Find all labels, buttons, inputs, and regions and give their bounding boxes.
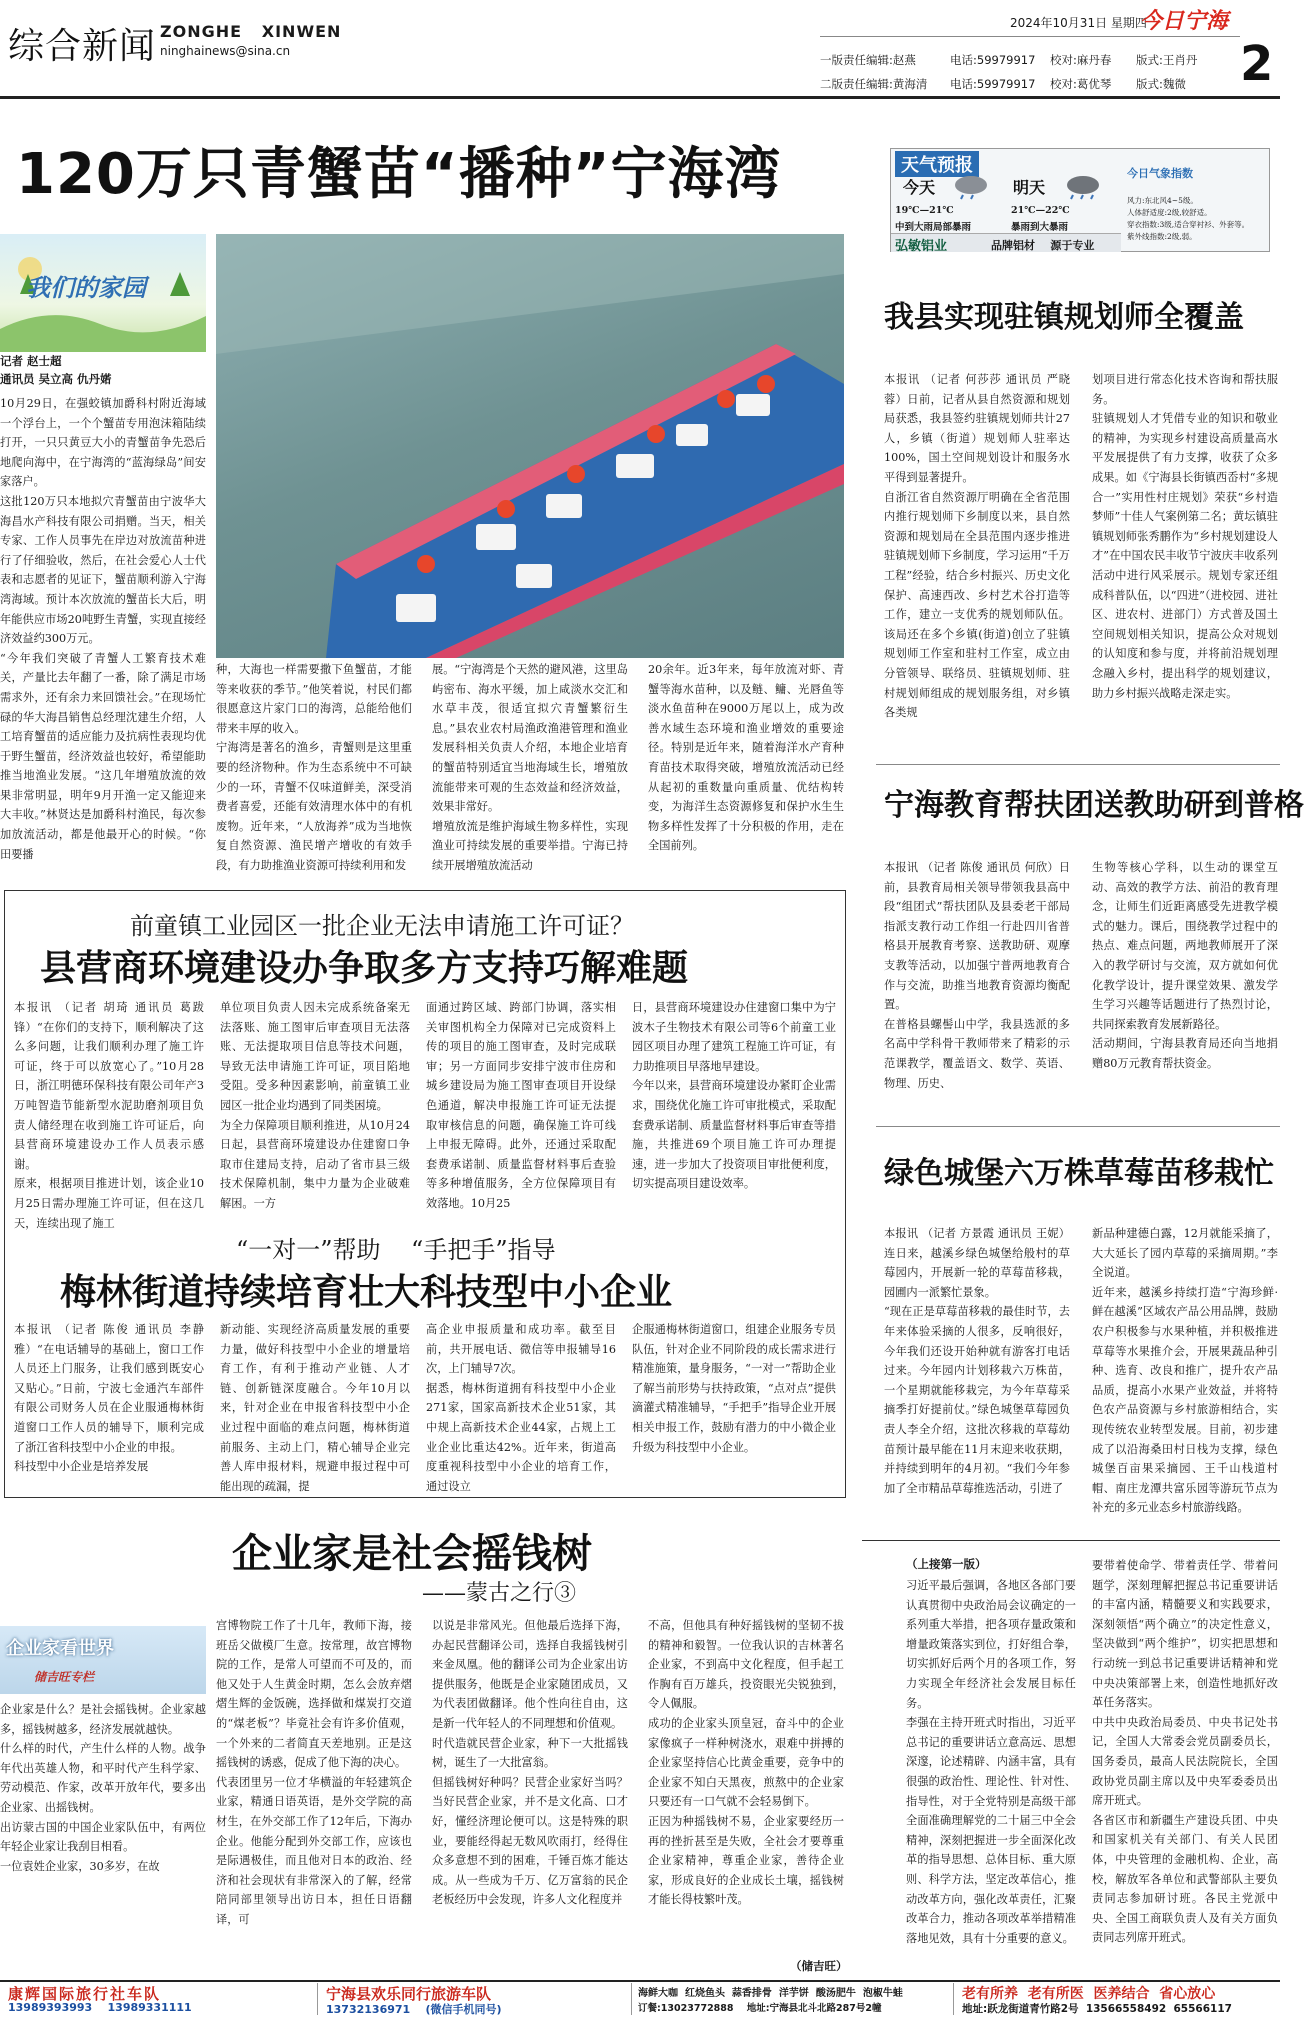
weather-index-list [1127, 195, 1269, 243]
continued-col-1: 习近平最后强调，各地区各部门要认真贯彻中央政治局会议确定的一系列重大举措，把各项存量政策和增量政策落实到位，打好组合拳，切实抓好后两个月的各项工作，努力实现全年经济社会发展目标任务。 李强在主持开班式时指出，习近平总书记的重要讲话立意高远、思想深邃，论述精辟、内涵丰富，具有很强的政治性、理论性、针对性、指导性，对于全党特别是高级干部全面准确理解党的二十届三中全会精神，深刻把握进一步全面深化改革的指导思想、总体目标、重大原则、科学方法，坚定改革信心，推动改革方向，强化改革责任，汇聚改革合力，推动各项改革举措精准落地见效，具有十分重要的意义。 [906, 1579, 1076, 1945]
cloud-rain-icon [1063, 173, 1103, 199]
entrepreneur-col-3: 以说是非常风光。但他最后选择下海，办起民营翻译公司，选择自我摇钱树引来金凤凰。他的翻译公司为企业家出访提供服务，他既是企业家随团成员，又为代表团做翻译。他个性向往自由，这是新一代年轻人的不同理想和价值观。 时代造就民营企业家，种下一大批摇钱树，诞生了一大批富翁。 但摇钱树好种吗？民营企业家好当吗？当好民营企业家，并不是文化高、口才好，懂经济理论便可以。这是特殊的职业，要能经得起无数风吹雨打，经得住众多意想不到的困难，千锤百炼才能达成。从一些成为千万、亿万富翁的民企老板经历中会发现，许多人文化程度并 [432, 1619, 628, 1907]
weather-box [890, 148, 1270, 252]
editor-proof: 校对:葛优琴 [1050, 77, 1112, 91]
weather-index-item: 穿衣指数:3级,适合穿衬衫、外套等。 [1127, 220, 1250, 229]
column-logo-home [0, 234, 206, 352]
education-col-1: 本报讯 （记者 陈俊 通讯员 何欣）日前，县教育局相关领导带领我县高中段“组团式”帮扶团队及县委老干部局指派支教行动工作组一行赴四川省普格县开展教育考察、送教助研、观摩支教等活动，以加强宁普两地教育合作与交流，助推当地教育资源均衡配置。 在普格县螺髻山中学，我县选派的多名高中学科骨干教师带来了精彩的示范课教学，覆盖语文、数学、英语、物理、历史、 [884, 861, 1070, 1090]
editor-row-2 [820, 76, 1186, 92]
ads-top-rule [0, 1980, 1280, 1982]
ad-line-3: 订餐:13023772888 地址:宁海县北斗北路287号2幢 [638, 2003, 882, 2014]
ad-line-4: 13989393993 13989331111 [8, 2001, 192, 2014]
business-kicker: 前童镇工业园区一批企业无法申请施工许可证？ [130, 912, 634, 940]
ad-transport-2 [318, 1983, 632, 2015]
ad-restaurant [632, 1983, 954, 2015]
entrepreneur-headline: 企业家是社会摇钱树 [232, 1531, 592, 1577]
weather-tomorrow-desc: 暴雨到大暴雨 [1011, 222, 1069, 233]
business-col-2: 单位项目负责人因未完成系统备案无法落账、施工图审后审查项目无法落账、无法提取项目信息等技术问题，导致无法申请施工许可证，项目陷地受阻。受多种因素影响，前童镇工业园区一批企业均遇到了同类困境。 为全力保障项目顺利推进，从10月24日起，县营商环境建设办住建窗口争取市住建局支持，启动了省市县三级技术保障机制，集中力量为企业破难解困。一方 [220, 1001, 410, 1210]
strawberry-headline: 绿色城堡六万株草莓苗移栽忙 [884, 1156, 1274, 1191]
lead-col-1: 10月29日，在强蛟镇加爵科村附近海域一个浮台上，一个个蟹苗专用泡沫箱陆续打开，一只只黄豆大小的青蟹苗争先恐后地爬向海中，在宁海湾的“蓝海绿岛”间安家落户。 这批120万只本地拟穴青蟹苗由宁波华大海昌水产科技有限公司捐赠。当天，相关专家、工作人员事先在岸边对放流苗种进行了仔细验收，然后，在社会爱心人士代表和志愿者的见证下，蟹苗顺利游入宁海湾海域。预计本次放流的蟹苗长大后，明年能供应市场20吨野生青蟹，实现直接经济效益约300万元。 “今年我们突破了青蟹人工繁育技术难关，产量比去年翻了一番，除了满足市场需求外，还有余力来回馈社会。”在现场忙碌的华大海昌销售总经理沈建生介绍，人工培育蟹苗的适应能力及抗病性表现均优于野生蟹苗，经济效益也较好，希望能助推当地渔业发展。“这几年增殖放流的效果非常明显，明年9月开渔一定又能迎来大丰收。”林贤达是加爵科村渔民，每次参加放流活动，都是他最开心的时候。“你田要播 [0, 397, 206, 861]
editor-phone: 电话:59979917 [950, 53, 1036, 67]
planners-col-1: 本报讯 （记者 何莎莎 通讯员 严晓蓉）日前，记者从县自然资源和规划局获悉，我县签约驻镇规划师共计27人，乡镇（街道）规划师人驻率达100%，国土空间规划设计和服务水平得到显著提升。 自浙江省自然资源厅明确在全省范围内推行规划师下乡制度以来，县自然资源和规划局在全县范围内逐步推进驻镇规划师下乡制度，学习运用“千万工程”经验，结合乡村振兴、历史文化保护、高速西改、乡村艺术谷打造等工作，建立一支优秀的规划师队伍。该局还在多个乡镇(街道)创立了驻镇规划师工作室和驻村工作室，成立由分管领导、联络员、驻镇规划师、驻村规划师组成的规划服务组，对乡镇各类规 [884, 373, 1070, 720]
lead-col-3: 展。“宁海湾是个天然的避风港，这里岛屿密布、海水平缓，加上咸淡水交汇和水草丰茂，很适宜拟穴青蟹繁衍生息。”县农业农村局渔政渔港管理和渔业发展科相关负责人介绍，本地企业培育的蟹苗特别适宜当地海域生长，增殖放流能带来可观的生态效益和经济效益，效果非常好。 增殖放流是维护海域生物多样性，实现渔业可持续发展的重要举措。宁海已持续开展增殖放流活动 [432, 663, 628, 872]
issue-date: 2024年10月31日 星期四 [1010, 16, 1147, 30]
education-headline: 宁海教育帮扶团送教助研到普格 [884, 788, 1304, 823]
weather-index-item: 风力:东北风4~5级。 [1127, 196, 1198, 205]
planners-col-2: 划项目进行常态化技术咨询和帮扶服务。 驻镇规划人才凭借专业的知识和敬业的精神，为实现乡村建设高质量高水平发展提供了有力支撑，收获了众多成果。如《宁海县长街镇西岙村“多规合一”实用性村庄规划》荣获“乡村造梦师”十佳人气案例第二名；黄坛镇驻镇规划师张秀鹏作为“乡村规划建设人才”在中国农民丰收节宁波庆丰收系列活动中进行风采展示。规划专家还组成科普队伍，以“四进”（进校园、进社区、进农村、进部门）方式普及国土空间规划相关知识，提高公众对规划的认知度和参与度，并将前沿规划理念融入乡村，提出科学的规划建议，助力乡村振兴战略走深走实。 [1092, 373, 1278, 700]
crab-release-photo [216, 234, 844, 658]
business-col-3: 面通过跨区域、跨部门协调，落实相关审图机构全力保障对已完成资料上传的项目的施工图审查，及时完成联审；另一方面同步安排宁波市住房和城乡建设局为施工图审查项目开设绿色通道，解决申报施工许可证无法提取审核信息的问题，确保施工许可线上申报无障碍。此外，还通过采取配套费承诺制、质量监督材料事后查验等多种增值服务，全方位保障项目有效落地。10月25 [426, 1001, 616, 1210]
editor-phone: 电话:59979917 [950, 77, 1036, 91]
weather-title: 天气预报 [895, 151, 979, 177]
weather-index-title: 今日气象指数 [1127, 167, 1193, 180]
divider [876, 764, 1280, 765]
byline-correspondent: 通讯员 吴立高 仇丹婼 [0, 372, 112, 386]
divider [876, 1126, 1280, 1127]
weather-today-label: 今天 [903, 178, 936, 197]
editor-proof: 校对:麻丹春 [1050, 53, 1112, 67]
ad-transport-1 [0, 1983, 318, 2015]
smes-kicker: “一对一”帮助 “手把手”指导 [236, 1236, 556, 1264]
entrepreneur-col-4: 不高，但他具有种好摇钱树的坚韧不拔的精神和毅智。一位我认识的吉林著名企业家，不到高中文化程度，但手起工作胸有百万雄兵，投资眼光尖锐独到，令人佩服。 成功的企业家头顶皇冠，奋斗中的企业家像疯子一样种树浇水，艰难中拼搏的企业家坚持信心比黄金重要，竞争中的企业家不知白天黑夜，煎熬中的企业家只要还有一口气就不会轻易倒下。 正因为种摇钱树不易，企业家要经历一再的挫折甚至是失败，全社会才要尊重企业家精神，尊重企业家，善待企业家，形成良好的企业成长土壤，摇钱树才能长得枝繁叶茂。 [648, 1619, 844, 1907]
smes-col-4: 企服通梅林街道窗口，组建企业服务专员队伍，针对企业不同阶段的成长需求进行精准施策，量身服务，“一对一”帮助企业了解当前形势与扶持政策，“点对点”提供滴灌式精准辅导，“手把手”指导企业开展相关申报工作，鼓励有潜力的中小微企业升级为科技型中小企业。 [632, 1323, 836, 1454]
smes-col-1: 本报讯 （记者 陈俊 通讯员 李静雅）“在电话辅导的基础上，窗口工作人员还上门服务，让我们感到既安心又贴心。”日前，宁波七金通汽车部件有限公司财务人员在企业服通梅林街道窗口工作人员的辅导下，顺利完成了浙江省科技型中小企业的申报。 科技型中小企业是培养发展 [14, 1323, 204, 1474]
entrepreneur-col-1: 企业家是什么？是社会摇钱树。企业家越多，摇钱树越多，经济发展就越快。 什么样的时代，产生什么样的人物。战争年代出英雄人物，和平时代产生科学家、劳动模范、作家，改革开放年代，要多出企业家、出摇钱树。 出访蒙古国的中国企业家队伍中，有两位年轻企业家让我刮目相看。 一位袁姓企业家，30多岁，在故 [0, 1703, 206, 1873]
ad-line-3: 地址:跃龙街道青竹路2号 13566558492 65566117 [962, 2003, 1232, 2015]
business-headline: 县营商环境建设办争取多方支持巧解难题 [40, 948, 689, 989]
education-col-2: 生物等核心学科，以生动的课堂互动、高效的教学方法、前沿的教育理念，让师生们近距离感受先进教学模式的魅力。课后，围绕教学过程中的热点、难点问题，两地教师展开了深入的教学研讨与交流，双方就如何优化教学设计，提升课堂效果、激发学生学习兴趣等话题进行了热烈讨论，共同探索教育发展新路径。 活动期间，宁海县教育局还向当地捐赠80万元教育帮扶资金。 [1092, 861, 1278, 1070]
section-pinyin: ZONGHE XINWEN [160, 22, 342, 41]
section-title: 综合新闻 [8, 26, 157, 67]
weather-tomorrow-temp: 21℃—22℃ [1011, 205, 1070, 216]
continued-col-2: 要带着使命学、带着责任学、带着问题学，深刻理解把握总书记重要讲话的丰富内涵，精髓要义和实践要求，深刻领悟“两个确立”的决定性意义，坚决做到“两个维护”，切实把思想和行动统一到总书记重要讲话精神和党中央决策部署上来，创造性地抓好改革任务落实。 中共中央政治局委员、中央书记处书记，全国人大常委会党员副委员长，国务委员，最高人民法院院长，全国政协党员副主席以及中央军委委员出席开班式。 各省区市和新疆生产建设兵团、中央和国家机关有关部门、有关人民团体，中央管理的金融机构、企业，高校，解放军各单位和武警部队主要负责同志参加研讨班。各民主党派中央、全国工商联负责人及有关方面负责同志列席开班式。 [1092, 1559, 1278, 1945]
ad-line-2: 康辉国际旅行社车队 [8, 1985, 162, 2003]
weather-index-item: 人体舒适度:2级,较舒适。 [1127, 208, 1212, 217]
ad-line-2: 老有所养 老有所医 医养结合 省心放心 [962, 1986, 1216, 2002]
byline-reporter: 记者 赵士超 [0, 354, 62, 368]
ad-line-2: 海鲜大咖 红烧鱼头 蒜香排骨 洋芋饼 酸汤肥牛 泡椒牛蛙 [638, 1988, 903, 1999]
editor-label: 二版责任编辑:黄海清 [820, 77, 928, 91]
ad-care-center [954, 1983, 1280, 2015]
weather-sponsor-bar [891, 233, 1121, 252]
editor-label: 一版责任编辑:赵燕 [820, 53, 916, 67]
smes-col-2: 新动能、实现经济高质量发展的重要力量，做好科技型中小企业的增量培育工作，有利于推动产业链、人才链、创新链深度融合。今年10月以来，针对企业在申报省科技型中小企业过程中面临的难点问题，梅林街道前服务、主动上门，精心辅导企业完善人库申报材料，规避申报过程中可能出现的疏漏，提 [220, 1323, 410, 1493]
planners-headline: 我县实现驻镇规划师全覆盖 [884, 300, 1244, 335]
lead-col-4: 20余年。近3年来，每年放流对虾、青蟹等海水苗种，以及鲢、鳙、光唇鱼等淡水鱼苗种在9000万尾以上，成为改善水域生态环境和渔业增效的重要途径。特别是近年来，随着海洋水产育种育苗技术取得突破，增殖放流活动已经从起初的重数量向重质量、优结构转变，为海洋生态资源修复和保护水生生物多样性发挥了十分积极的作用，走在全国前列。 [648, 663, 844, 853]
column-logo-entrepreneur [0, 1626, 206, 1694]
continued-tag: （上接第一版） [906, 1557, 987, 1571]
masthead-divider-top [820, 36, 1240, 37]
business-col-4: 日，县营商环境建设办住建窗口集中为宁波木子生物技术有限公司等6个前童工业园区项目办理了建筑工程施工许可证，有力助推项目早落地早建设。 今年以来，县营商环境建设办紧盯企业需求，围绕优化施工许可审批模式，采取配套费承诺制、质量监督材料事后审查等措施，共推进69个项目施工许可办理提速，进一步加大了投资项目审批便利度，切实提高项目建设效率。 [632, 1001, 836, 1191]
editor-layout: 版式:王肖丹 [1136, 53, 1198, 67]
business-col-1: 本报讯 （记者 胡琦 通讯员 葛跋锋）“在你们的支持下，顺利解决了这么多问题，让我们顺利办理了施工许可证，终于可以放宽心了。”10月28日，浙江明德环保科技有限公司年产3万吨智造节能新型水泥助磨剂项目负责人储经理在收到施工许可证后，向县营商环境建设办工作人员表示感谢。 原来，根据项目推进计划，该企业10月25日需办理施工许可证，但在这几天，连续出现了施工 [14, 1001, 204, 1230]
weather-today-temp: 19℃—21℃ [895, 205, 954, 216]
smes-col-3: 高企业申报质量和成功率。截至目前，共开展电话、微信等申报辅导16次，上门辅导7次。 据悉，梅林街道拥有科技型中小企业271家，国家高新技术企业51家，其中规上高新技术企业44家，占规上工业企业比重达42%。近年来，街道高度重视科技型中小企业的培育工作，通过设立 [426, 1323, 616, 1493]
ad-line-2: 宁海县欢乐同行旅游车队 [326, 1985, 492, 2003]
lead-headline: 120万只青蟹苗“播种”宁海湾 [16, 142, 782, 207]
editor-row-1 [820, 52, 1197, 68]
entrepreneur-author: （储吉旺） [790, 1959, 848, 1973]
strawberry-col-2: 新品种建德白露，12月就能采摘了，大大延长了园内草莓的采摘周期。”李全说道。 近年来，越溪乡持续打造“宁海珍鲜·鲜在越溪”区域农产品公用品牌，鼓励农户积极参与水果种植，并积极推进草莓等水果推介会，开展果蔬品种引种、选育、改良和推广，提升农产品品质，提高小水果产业效益，并将特色农产品资源与乡村旅游相结合，实现传统农业转型发展。目前，初步建成了以沿海桑田村日栈为支撑，绿色城堡百亩果采摘园、王千山栈道村帽、南庄龙潭共富乐园等游玩节点为补充的多元业态乡村旅游线路。 [1092, 1227, 1278, 1515]
section-email: ninghainews@sina.cn [160, 44, 291, 58]
sponsor-brand: 弘敏铝业 [895, 239, 948, 254]
weather-tomorrow-label: 明天 [1013, 178, 1046, 197]
entrepreneur-subhead: ——蒙古之行③ [422, 1581, 577, 1606]
smes-headline: 梅林街道持续培育壮大科技型中小企业 [60, 1272, 673, 1313]
weather-today-desc: 中到大雨局部暴雨 [895, 222, 972, 233]
cloud-rain-icon [951, 173, 991, 199]
sponsor-tagline: 品牌铝材 源于专业 [991, 239, 1095, 252]
weather-index-item: 紫外线指数:2级,弱。 [1127, 232, 1197, 241]
column-logo-subtitle: 储吉旺专栏 [34, 1670, 95, 1684]
ad-line-4: 13732136971 (微信手机同号) [326, 2003, 502, 2016]
lead-col-2: 种，大海也一样需要撒下鱼蟹苗，才能等来收获的季节。”他笑着说，村民们都很愿意这片家门口的海湾，总能给他们带来丰厚的收入。 宁海湾是著名的渔乡，青蟹则是这里重要的经济物种。作为生态系统中不可缺少的一环，青蟹不仅味道鲜美，深受消费者喜爱，还能有效清理水体中的有机废物。近年来，“人放海养”成为当地恢复自然资源、渔民增产增收的有效手段，有力助推渔业资源可持续利用和发 [216, 663, 412, 872]
strawberry-col-1: 本报讯 （记者 方景霞 通讯员 王妮）连日来，越溪乡绿色城堡给般村的草莓园内，开展新一轮的草莓苗移栽，园圃内一派繁忙景象。 “现在正是草莓苗移栽的最佳时节，去年来体验采摘的人很多，反响很好，今年我们还设开始种就有游客打电话过来。今年园内计划移栽六万株苗，一个星期就能移栽完，为今年草莓采摘季打好提前仗。”绿色城堡草莓园负责人李全介绍，这批次移栽的草莓幼苗预计最早能在11月末迎来收获期，并持续到明年的4月初。“我们今年参加了全市精品草莓推选活动，引进了 [884, 1227, 1070, 1495]
page-number: 2 [1240, 36, 1274, 92]
entrepreneur-col-2: 宫博物院工作了十几年，教师下海，接班岳父做模厂生意。按常理，故宫博物院的工作，是常人可望而不可及的，而他又处于人生黄金时期，怎么会放弃熠熠生辉的金饭碗，选择做和煤炭打交道的“煤老板”？毕竟社会有许多价值观，一个外来的二者简直天差地别。正是这摇钱树的诱惑，促成了他下海的决心。 代表团里另一位才华横溢的年轻建筑企业家，精通日语英语，是外交学院的高材生，在外交部工作了12年后，下海办企业。他能分配到外交部工作，应该也是际遇极佳，而且他对日本的政治、经济和社会现状有非常深入的了解，经常陪同部里领导出访日本，担任日语翻译，可 [216, 1619, 412, 1926]
floating-platform-illustration [216, 234, 844, 658]
editor-layout: 版式:魏微 [1136, 77, 1186, 91]
masthead-rule [0, 96, 1280, 99]
paper-logo: 今日宁海 [1140, 9, 1229, 34]
lead-byline [0, 352, 206, 388]
column-logo-title: 企业家看世界 [6, 1638, 114, 1659]
column-logo-text: 我们的家园 [26, 273, 146, 302]
